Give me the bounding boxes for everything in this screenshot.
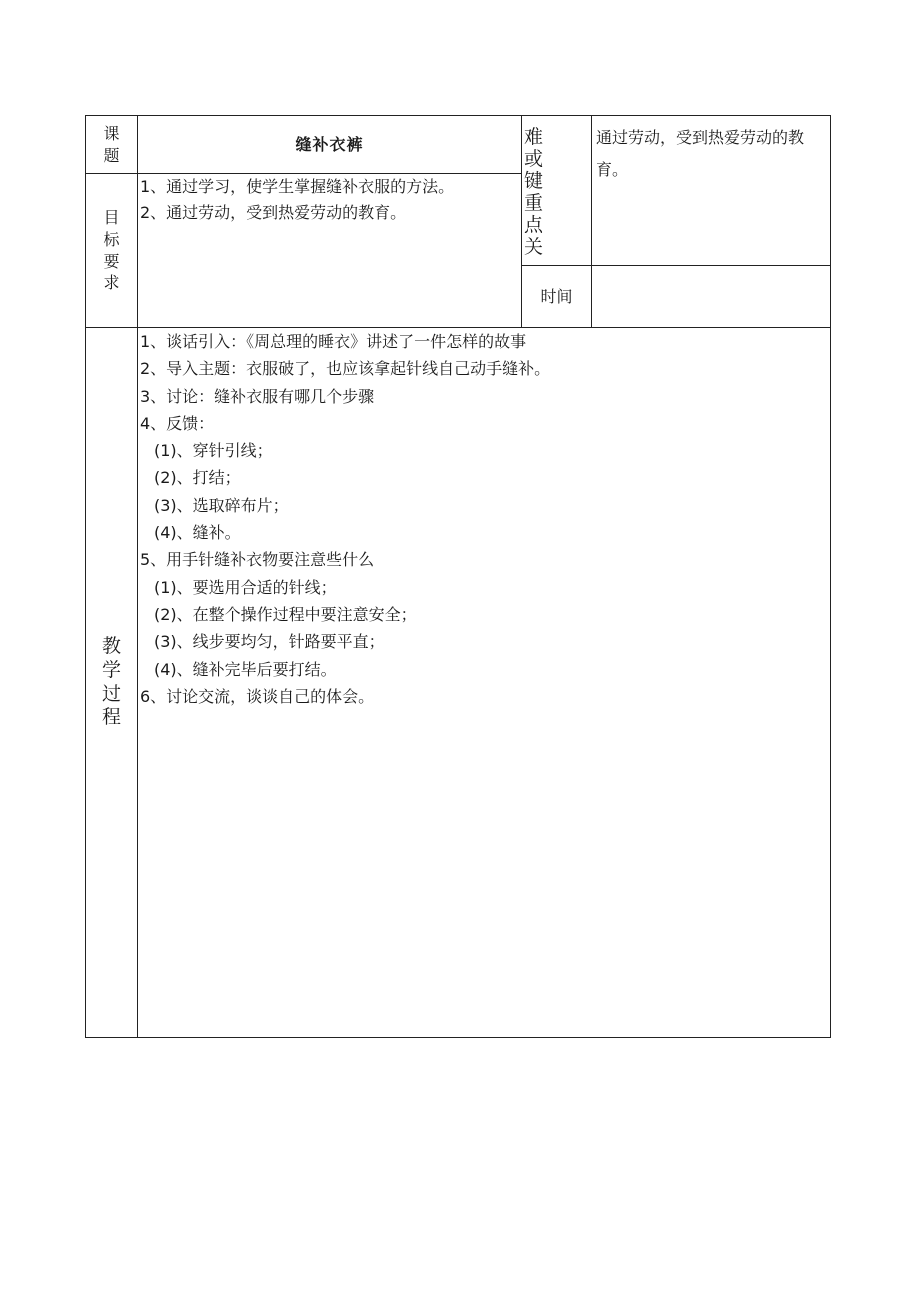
process-subitem: (3)、线步要均匀，针路要平直； [154, 632, 385, 652]
process-label: 教学过程 [101, 635, 121, 729]
goal-item: 2、通过劳动，受到热爱劳动的教育。 [140, 203, 407, 222]
process-item: 6、讨论交流，谈谈自己的体会。 [140, 686, 375, 706]
process-row [86, 328, 831, 1038]
time-label-cell [522, 266, 592, 328]
goals-list [138, 174, 521, 226]
difficulty-label-cell [522, 116, 592, 266]
process-item: 4、反馈： [140, 413, 215, 433]
goals-label-cell [86, 174, 138, 328]
process-item: 3、讨论：缝补衣服有哪几个步骤 [140, 386, 375, 406]
process-subitem: (1)、要选用合适的针线； [154, 577, 337, 597]
process-list [138, 328, 830, 710]
topic-label-cell [86, 116, 138, 174]
process-subitem: (1)、穿针引线； [154, 441, 273, 461]
process-item: 2、导入主题：衣服破了，也应该拿起针线自己动手缝补。 [140, 359, 551, 379]
topic-row [86, 116, 831, 174]
goal-item: 1、通过学习，使学生掌握缝补衣服的方法。 [140, 177, 455, 196]
time-label: 时间 [540, 286, 573, 306]
process-subitem: (4)、缝补。 [154, 523, 241, 543]
process-subitem: (4)、缝补完毕后要打结。 [154, 659, 337, 679]
difficulty-label: 难或键重点关 [524, 126, 544, 258]
topic-value-cell [138, 116, 522, 174]
process-subitem: (2)、在整个操作过程中要注意安全； [154, 604, 417, 624]
topic-title: 缝补衣裤 [295, 134, 364, 154]
process-subitem: (2)、打结； [154, 468, 241, 488]
process-item: 1、谈话引入：《周总理的睡衣》讲述了一件怎样的故事 [140, 332, 527, 351]
process-item: 5、用手针缝补衣物要注意些什么 [140, 550, 375, 570]
lesson-plan-table [85, 115, 831, 1038]
time-value-cell [592, 266, 831, 328]
difficulty-value-cell [592, 116, 831, 266]
process-content-cell [138, 328, 831, 1038]
process-subitem: (3)、选取碎布片； [154, 495, 289, 515]
process-label-cell [86, 328, 138, 1038]
topic-label: 课题 [103, 123, 120, 165]
difficulty-text: 通过劳动，受到热爱劳动的教育。 [596, 128, 805, 179]
goals-content-cell [138, 174, 522, 328]
goals-label: 目标要求 [103, 208, 120, 293]
